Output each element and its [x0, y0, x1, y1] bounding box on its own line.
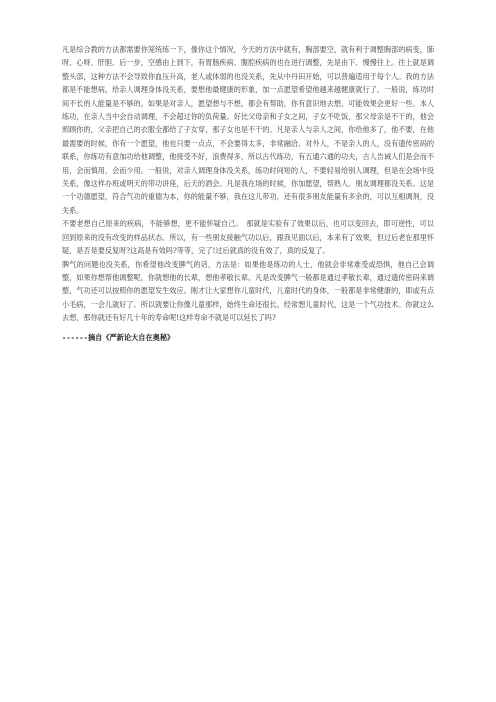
paragraph-3: 脾气的问题也没关系，你希望他改变脾气的话，方法是：如果他是练功的人士，他就会非常难受或恐惧，他自己会调整，如果你想帮他调整呢，你就想他的长辈，想他孝敬长辈。凡是改变脾气一般都是通过孝敬长辈，通过遗传密码来调整，气功还可以按照你的愿望发生效应。刚才让大家想你儿童时代，儿童时代的身体，一般都是非常健康的，即或有点小毛病，一会儿就好了。所以就要让你像儿童那样，始终生命还很长。经常想儿童时代，这是一个气功技术。你就这么去想，那你就还有好几十年的寿命呢!这样寿命不就是可以延长了吗? [62, 259, 434, 323]
paragraph-1: 凡是综合教的方法都需要你笼统练一下，像你这个情况，今天的方法中就有，胸部要空，就有利于调整胸部的病变，肺呀、心呀、肝胆。后一步，空感由上到下，有胃肠疾病、腹腔疾病的也在进行调整，先是由下、慢慢往上。往上就是调整头部，这种方法不会导致你血压升高，老人或体弱的也没关系，先从中丹田开始，可以普遍适用于每个人。我的方法都是不能想病，给亲人调理身体没关系，要想他最健康的形象，加一点愿望希望他越来越健康就行了。一般说，练功时间不长的人能量是不够的。如果是对亲人，愿望想与不想，都会有帮助，你有意识地去想，可能效果会更好一些。本人练功，在亲人当中会自动调理，不会超过你的负荷量。好比父母亲和子女之间，子女不吃饭，那父母亲是不干的，他会照顾你的，父亲把自己的衣服全都给了子女穿，那子女也是不干的。凡是亲人与亲人之间，你给他多了，他不要，在他最需要的时候，你有一个愿望，他也只要一点点，不会要得太多，非常融洽。对外人，不是亲人的人，没有遗传密码的联系，你练功有意加功给他调整，他接受不好，浪费得多，所以古代练功，有五通六通的功夫，古人告诫人们是会而不用，会而慎用，会而少用。一般说，对亲人调理身体没关系，练功时间短的人，不要轻易给别人调理，但是在会场中没关系，像这样办班或明天的带功讲座，后天的酒会。凡是我在场的时候，你加愿望，帮熟人、朋友调理都没关系。这是一个功德愿望，符合气功的重德为本，你的能量不够，我在这儿带功，还有很多朋友能量有多余的，可以互相调剂，没关系。 [62, 45, 434, 215]
paragraph-2: 不要老想自己原来的疾病，不能够想，更不能怀疑自己。 那就是实验有了效果以后，也可以变回去，即可逆性，可以回到原来的没有改变的样品状态。所以，有一些朋友接触气功以后，跟我见面以后，本来有了效果，但过后老在那里怀疑，是否是要反复呀?这高是有效吗?等等，完了!过后就真的没有效了，真的反复了。 [62, 219, 434, 256]
document-body [62, 43, 434, 344]
source-citation: ------摘自《严新论大自在奥秘》 [62, 332, 175, 342]
